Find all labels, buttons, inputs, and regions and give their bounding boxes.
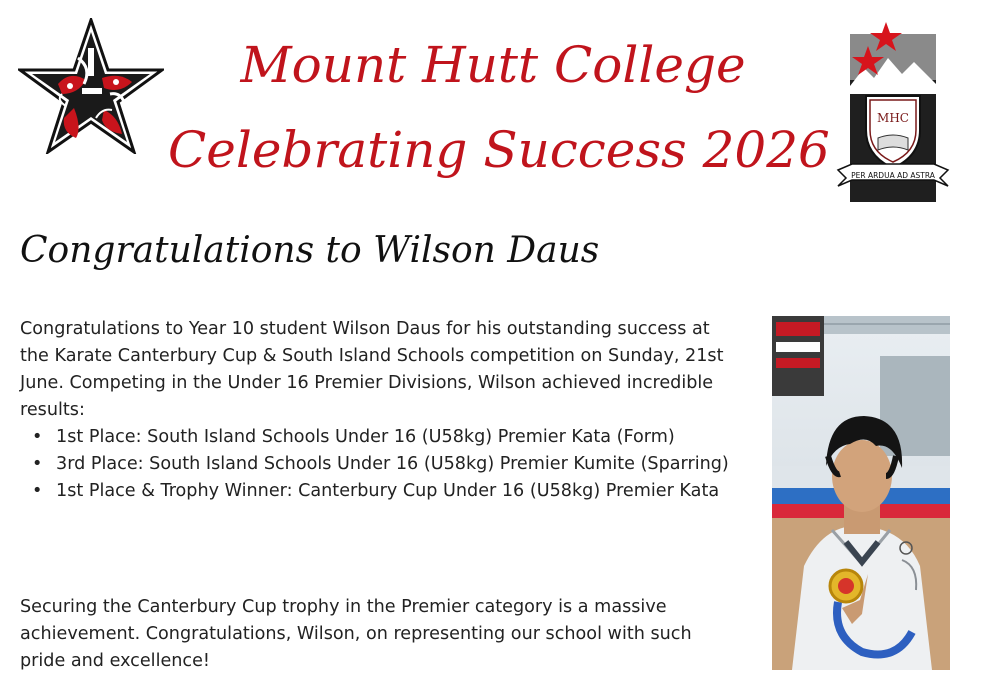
list-item: • 3rd Place: South Island Schools Under 16 (U58kg) Premier Kumite (Sparring) bbox=[56, 451, 740, 478]
school-crest-logo bbox=[836, 20, 950, 204]
student-photo bbox=[772, 316, 950, 670]
article-heading: Congratulations to Wilson Daus bbox=[20, 230, 600, 271]
bullet-icon: • bbox=[32, 454, 43, 474]
list-item: • 1st Place: South Island Schools Under 16 (U58kg) Premier Kata (Form) bbox=[56, 424, 740, 451]
article-body bbox=[20, 316, 740, 505]
star-logo bbox=[18, 18, 164, 154]
intro-paragraph: Congratulations to Year 10 student Wilson Daus for his outstanding success at the Karate Canterbury Cup & South Island Schools competition on Sunday, 21st June. Competing in the Under 16 Premier Divisions, Wilson achieved incredible results: bbox=[20, 319, 724, 420]
svg-text:MHC: MHC bbox=[877, 111, 909, 125]
page-title-line1: Mount Hutt College bbox=[240, 36, 746, 94]
bullet-icon: • bbox=[32, 427, 43, 447]
svg-text:PER ARDUA AD ASTRA: PER ARDUA AD ASTRA bbox=[851, 171, 935, 180]
page-title-line2: Celebrating Success 2026 bbox=[168, 121, 830, 179]
closing-paragraph: Securing the Canterbury Cup trophy in the Premier category is a massive achievement. Congratulations, Wilson, on representing our school with such pride and excellence! bbox=[20, 597, 692, 671]
bullet-icon: • bbox=[32, 481, 43, 501]
results-list bbox=[20, 424, 740, 505]
list-item: • 1st Place & Trophy Winner: Canterbury Cup Under 16 (U58kg) Premier Kata bbox=[56, 478, 740, 505]
